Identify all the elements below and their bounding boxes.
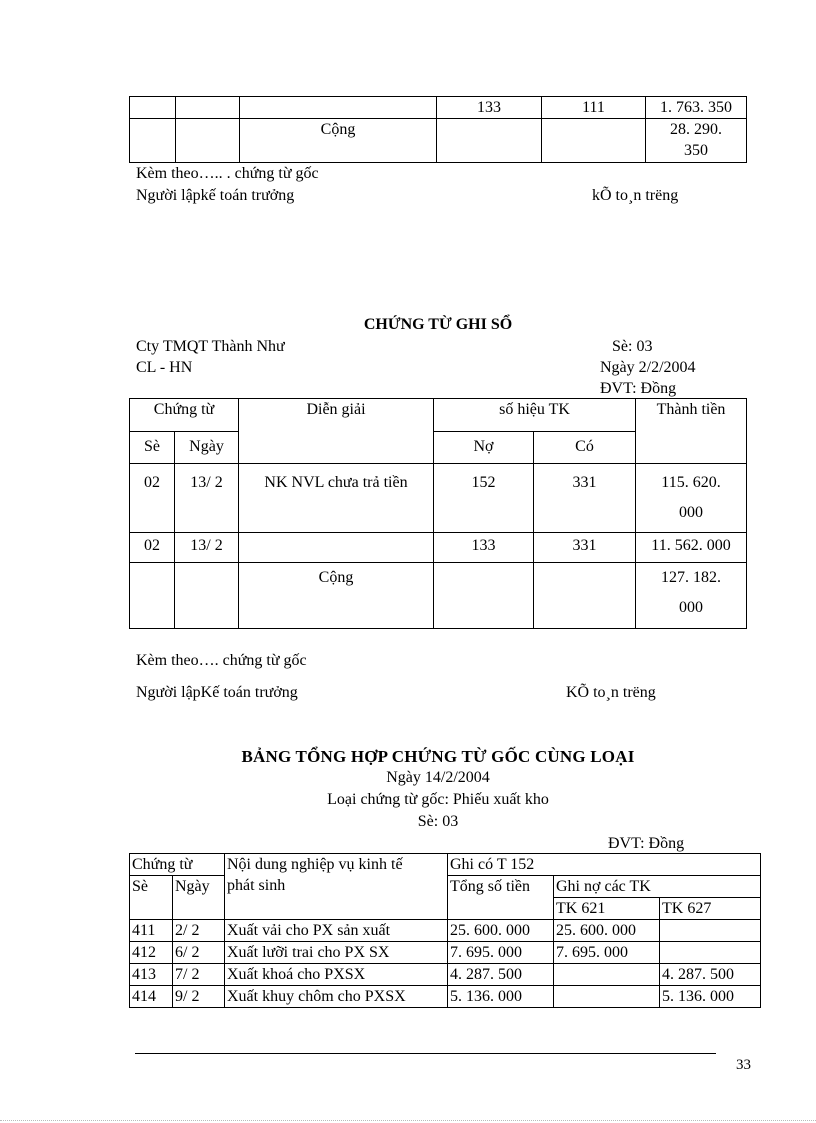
header-content bbox=[225, 854, 448, 920]
summary-table bbox=[129, 853, 761, 1008]
row-tk621 bbox=[554, 964, 660, 986]
cell bbox=[176, 97, 240, 119]
attached-note: Kèm theo….. . chứng từ gốc bbox=[136, 165, 319, 182]
page-edge-divider bbox=[0, 1120, 816, 1121]
row-tk621: 25. 600. 000 bbox=[554, 920, 660, 942]
header-voucher: Chứng từ bbox=[130, 854, 225, 876]
row-date: 13/ 2 bbox=[175, 464, 239, 533]
header-tk627: TK 627 bbox=[660, 898, 761, 920]
row-amount bbox=[636, 533, 747, 563]
company-code: CL - HN bbox=[136, 359, 193, 376]
row-tk621: 7. 695. 000 bbox=[554, 942, 660, 964]
header-content-line: phát sinh bbox=[227, 877, 286, 894]
row-tk627 bbox=[660, 942, 761, 964]
header-account: số hiệu TK bbox=[434, 399, 636, 432]
header-number: Sè bbox=[130, 432, 175, 464]
debit-cell: 133 bbox=[437, 97, 542, 119]
row-tk621 bbox=[554, 986, 660, 1008]
amount-cell bbox=[646, 119, 747, 163]
ledger-voucher-table bbox=[129, 398, 747, 629]
unit-label: ĐVT: Đồng bbox=[600, 380, 677, 397]
credit-cell: 111 bbox=[542, 97, 646, 119]
header-debit-group: Ghi nợ các TK bbox=[554, 876, 761, 898]
row-tk627 bbox=[660, 920, 761, 942]
row-date: 7/ 2 bbox=[173, 964, 225, 986]
row-total: 25. 600. 000 bbox=[448, 920, 554, 942]
amount-line: 000 bbox=[679, 504, 703, 521]
row-total: 5. 136. 000 bbox=[448, 986, 554, 1008]
header-amount: Thành tiền bbox=[636, 399, 747, 464]
row-description: Xuất khuy chôm cho PXSX bbox=[225, 986, 448, 1008]
table-row bbox=[130, 464, 747, 533]
table-row bbox=[130, 986, 761, 1008]
row-description: Xuất vải cho PX sản xuất bbox=[225, 920, 448, 942]
table-row bbox=[130, 533, 747, 563]
unit-label: ĐVT: Đồng bbox=[608, 835, 685, 852]
row-debit: 152 bbox=[434, 464, 534, 533]
top-table bbox=[129, 96, 747, 163]
row-number: 414 bbox=[130, 986, 173, 1008]
header-date: Ngày bbox=[173, 876, 225, 920]
row-number: 02 bbox=[130, 533, 175, 563]
voucher-number: Sè: 03 bbox=[612, 338, 653, 355]
row-date: 6/ 2 bbox=[173, 942, 225, 964]
amount-line: 000 bbox=[679, 599, 703, 616]
header-debit: Nợ bbox=[434, 432, 534, 464]
row-number: 412 bbox=[130, 942, 173, 964]
table-row bbox=[130, 942, 761, 964]
amount-line: 127. 182. bbox=[661, 569, 721, 586]
row-credit: 331 bbox=[534, 464, 636, 533]
row-date: 9/ 2 bbox=[173, 986, 225, 1008]
summary-number: Sè: 03 bbox=[417, 813, 459, 830]
row-number: 413 bbox=[130, 964, 173, 986]
header-description: Diễn giải bbox=[239, 399, 434, 464]
table-row bbox=[130, 97, 747, 119]
header-row bbox=[130, 399, 747, 432]
total-amount bbox=[636, 563, 747, 629]
total-row bbox=[130, 563, 747, 629]
cell bbox=[240, 97, 437, 119]
chief-accountant-label: kÕ to¸n trëng bbox=[592, 187, 679, 204]
row-tk627: 5. 136. 000 bbox=[660, 986, 761, 1008]
cell bbox=[130, 97, 176, 119]
header-total: Tổng số tiền bbox=[448, 876, 554, 920]
row-debit: 133 bbox=[434, 533, 534, 563]
total-label: Cộng bbox=[240, 119, 437, 163]
table-row bbox=[130, 964, 761, 986]
section2-title: BẢNG TỔNG HỢP CHỨNG TỪ GỐC CÙNG LOẠI bbox=[241, 747, 635, 766]
row-number: 411 bbox=[130, 920, 173, 942]
row-amount bbox=[636, 464, 747, 533]
header-tk621: TK 621 bbox=[554, 898, 660, 920]
row-description: Xuất khoá cho PXSX bbox=[225, 964, 448, 986]
footer-rule bbox=[135, 1053, 716, 1054]
summary-date: Ngày 14/2/2004 bbox=[386, 769, 490, 786]
row-total: 4. 287. 500 bbox=[448, 964, 554, 986]
voucher-date: Ngày 2/2/2004 bbox=[600, 359, 696, 376]
header-content-line: Nội dung nghiệp vụ kinh tế bbox=[227, 856, 403, 873]
header-credit: Có bbox=[534, 432, 636, 464]
header-number: Sè bbox=[130, 876, 173, 920]
attached-note: Kèm theo…. chứng từ gốc bbox=[136, 652, 307, 669]
preparer-label: Người lậpkế toán trưởng bbox=[136, 187, 295, 204]
row-description bbox=[239, 533, 434, 563]
row-credit: 331 bbox=[534, 533, 636, 563]
section1-title: CHỨNG TỪ GHI SỔ bbox=[363, 316, 513, 333]
company-name: Cty TMQT Thành Như bbox=[136, 338, 285, 355]
header-voucher: Chứng từ bbox=[130, 399, 239, 432]
header-row bbox=[130, 854, 761, 876]
header-date: Ngày bbox=[175, 432, 239, 464]
table-row bbox=[130, 119, 747, 163]
row-number: 02 bbox=[130, 464, 175, 533]
total-label: Cộng bbox=[239, 563, 434, 629]
amount-cell: 1. 763. 350 bbox=[646, 97, 747, 119]
amount-line: 28. 290. bbox=[670, 121, 722, 138]
amount-line: 350 bbox=[684, 142, 708, 159]
row-tk627: 4. 287. 500 bbox=[660, 964, 761, 986]
table-row bbox=[130, 920, 761, 942]
row-date: 2/ 2 bbox=[173, 920, 225, 942]
amount-line: 115. 620. bbox=[661, 474, 721, 491]
header-credit: Ghi có T 152 bbox=[448, 854, 761, 876]
preparer-label: Người lậpKế toán trưởng bbox=[136, 684, 298, 701]
page-number: 33 bbox=[736, 1057, 751, 1073]
row-date: 13/ 2 bbox=[175, 533, 239, 563]
amount-line: 11. 562. 000 bbox=[651, 537, 731, 554]
chief-accountant-label: KÕ to¸n trëng bbox=[566, 684, 656, 701]
summary-type: Loại chứng từ gốc: Phiếu xuất kho bbox=[327, 791, 549, 808]
row-description: Xuất lưỡi trai cho PX SX bbox=[225, 942, 448, 964]
row-total: 7. 695. 000 bbox=[448, 942, 554, 964]
row-description: NK NVL chưa trả tiền bbox=[239, 464, 434, 533]
